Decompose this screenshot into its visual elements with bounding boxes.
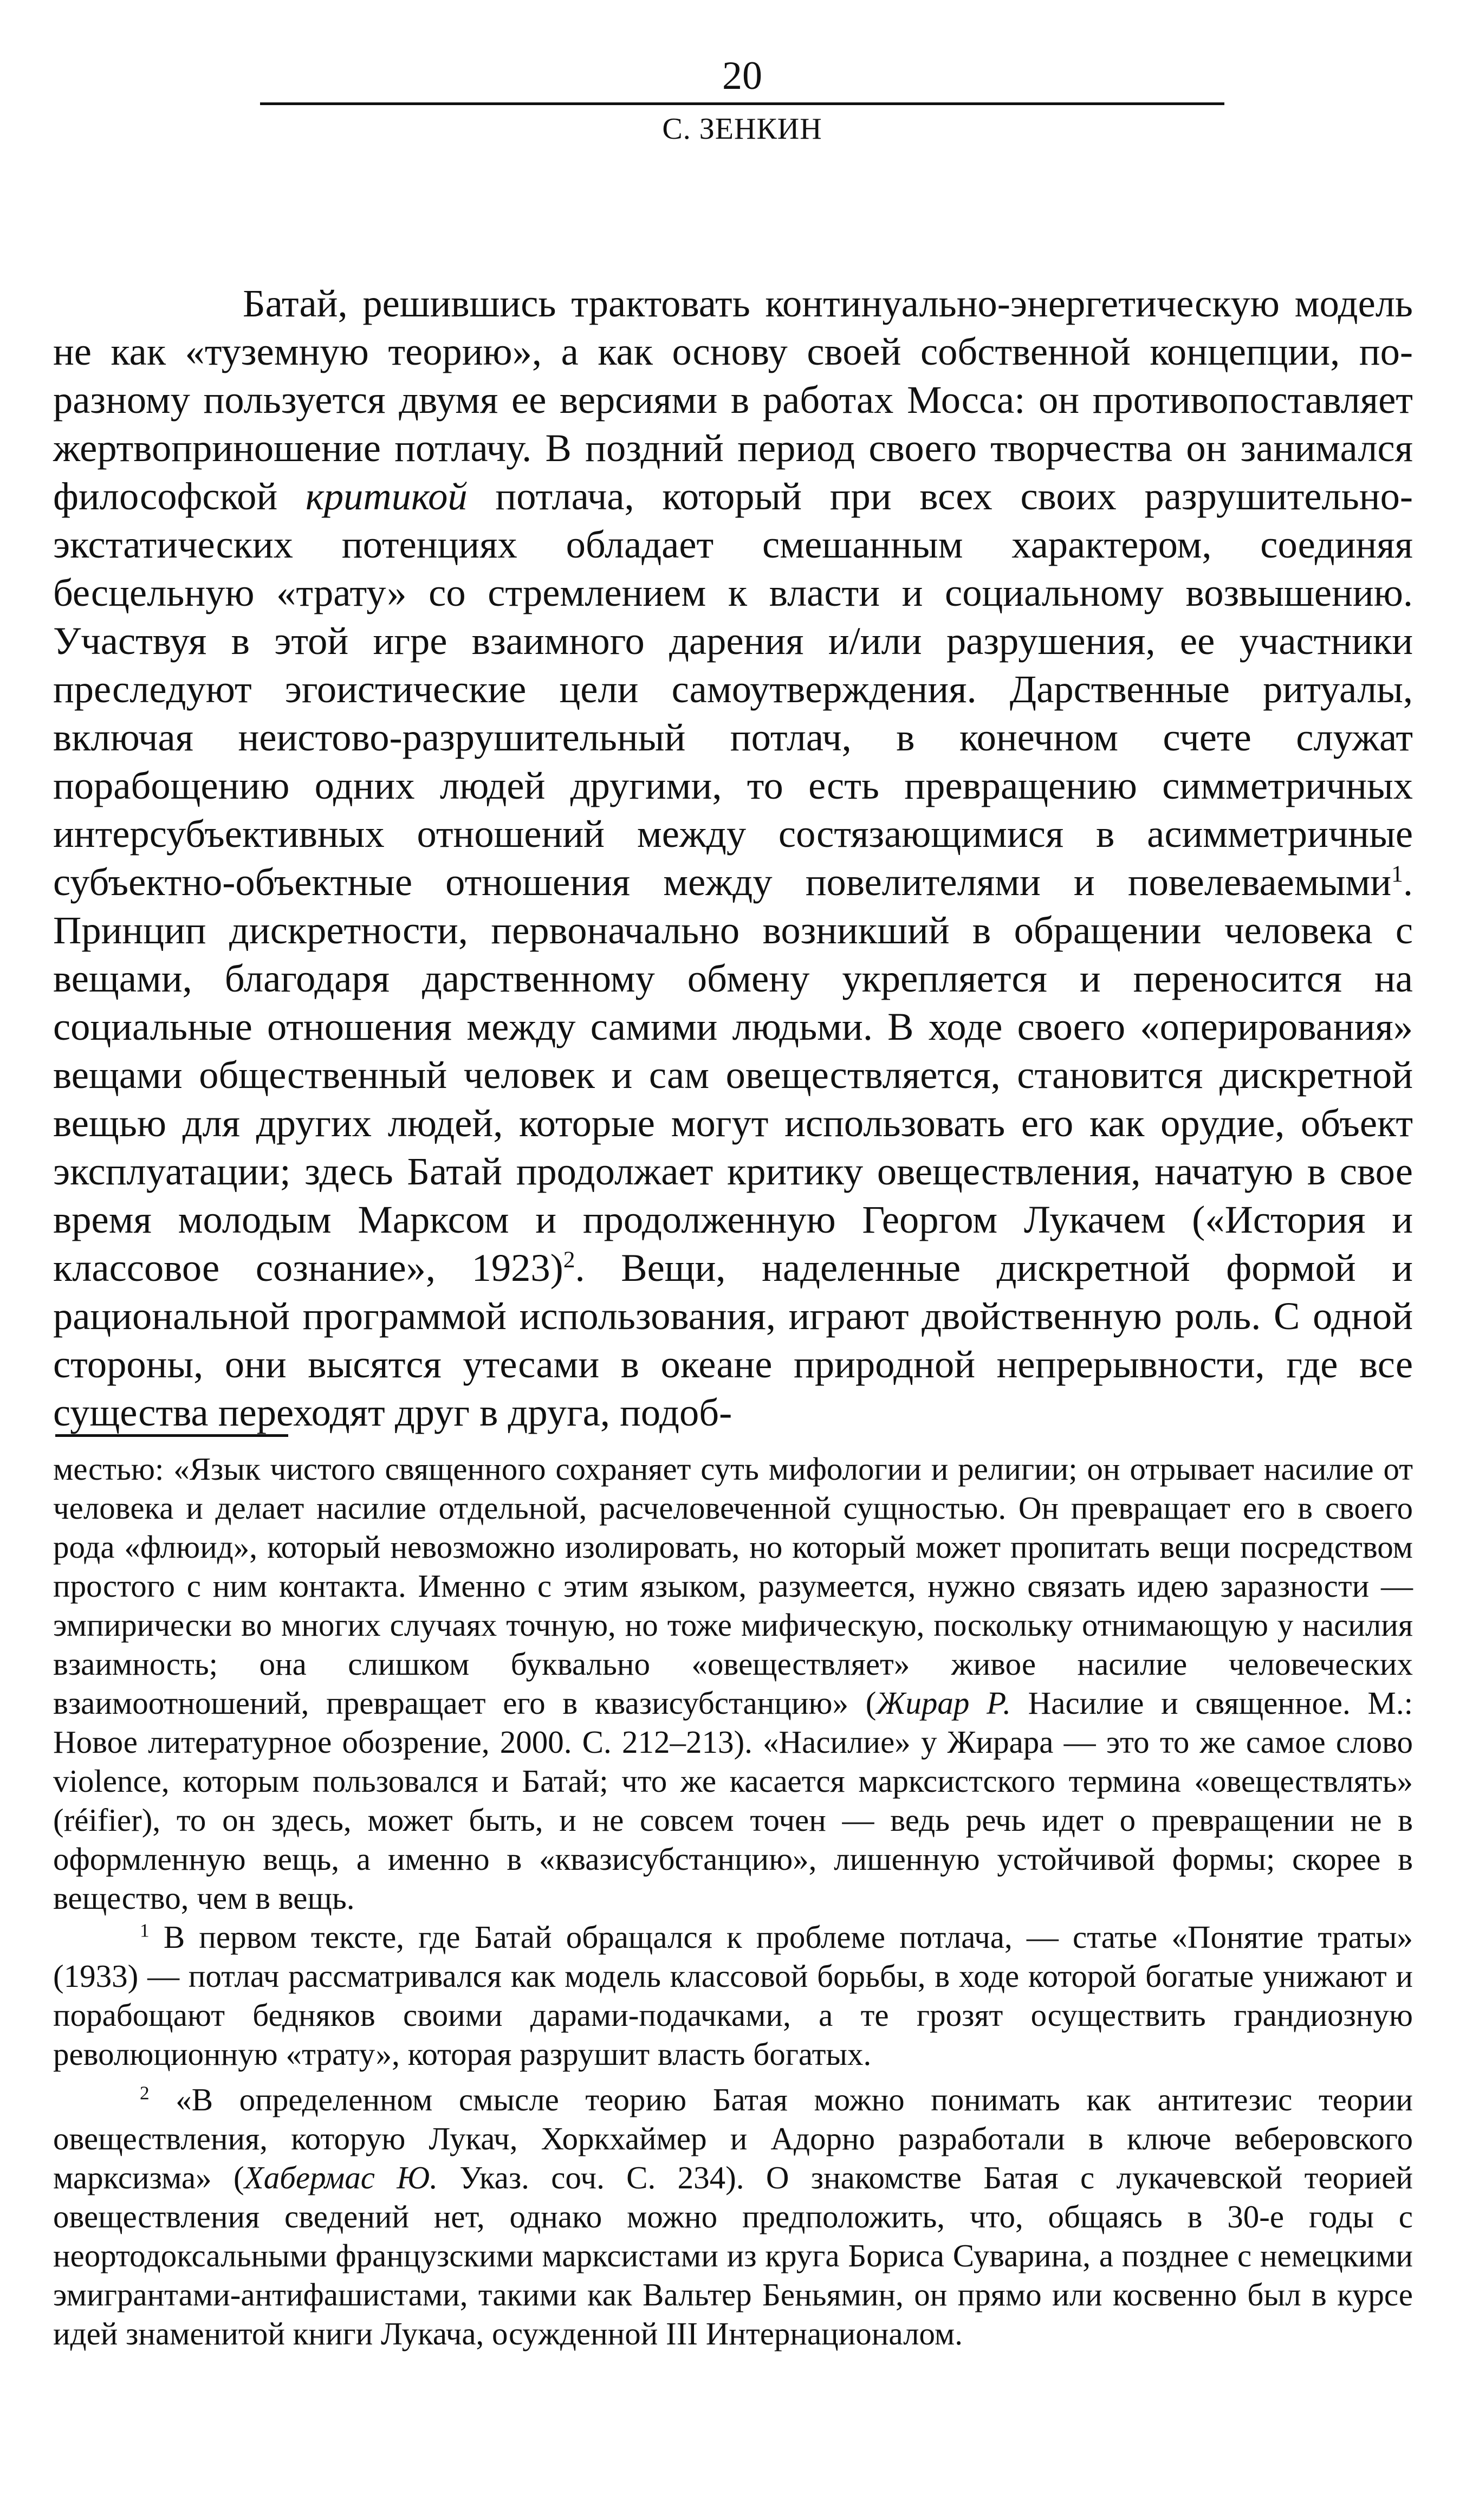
main-text-segment-3: . Принцип дискретности, первоначально возникший в обращении человека с вещами, благодаря дарственному обмену укрепляется и переносится на социальные отношения между самими людьми. В ходе своего «оперирования» вещами общественный человек и сам овеществляется, становится дискретной вещью для других людей, которые могут использовать его как орудие, объект эксплуатации; здесь Батай продолжает критику овеществления, начатую в свое время молодым Марксом и продолженную Георгом Лукачем («История и классовое сознание», 1923): [53, 860, 1413, 1290]
footnote-2-mark: 2: [140, 2082, 150, 2104]
footnote-1-mark: 1: [140, 1919, 150, 1941]
footnote-ref-2: 2: [563, 1246, 575, 1273]
main-text-segment-2: потлача, который при всех своих разрушительно-экстатических потенциях обладает смешанным характером, соединяя бесцельную «трату» со стремлением к власти и социальному возвышению. Участвуя в этой игре взаимного дарения и/или разрушения, ее участники преследуют эгоистические цели самоутверждения. Дарственные ритуалы, включая неистово-разрушительный потлач, в конечном счете служат порабощению одних людей другими, то есть превращению симметричных интерсубъективных отношений между состязающимися в асимметричные субъектно-объектные отношения между повелителями и повелеваемыми: [53, 474, 1413, 904]
footnote-2: [53, 2080, 1413, 2353]
main-italic-critique: критикой: [305, 474, 468, 518]
footnote-continued-text-a: местью: «Язык чистого священного сохраняет суть мифологии и религии; он отрывает насилие от человека и делает насилие отдельной, расчеловеченной сущностью. Он превращает его в своего рода «флюид», который невозможно изолировать, но который может пропитать вещи посредством простого с ним контакта. Именно с этим языком, разумеется, нужно связать идею заразности — эмпирически во многих случаях точную, но тоже мифическую, поскольку отнимающую у насилия взаимность; она слишком буквально «овеществляет» живое насилие человеческих взаимоотношений, превращает его в квазисубстанцию» (: [53, 1451, 1413, 1721]
header-rule: [260, 102, 1224, 105]
footnote-1-text: В первом тексте, где Батай обращался к проблеме потлача, — статье «Понятие траты» (1933) — потлач рассматривался как модель классовой борьбы, в ходе которой богатые унижают и порабощают бедняков своими дарами-подачками, а те грозят осуществить грандиозную революционную «трату», которая разрушит власть богатых.: [53, 1919, 1413, 2072]
footnote-continued-author: Жирар Р.: [876, 1685, 1011, 1721]
running-head-author: С. ЗЕНКИН: [662, 112, 822, 146]
main-text-segment-4: . Вещи, наделенные дискретной формой и рациональной программой использования, играют двойственную роль. С одной стороны, они высятся утесами в океане природной непрерывности, где все существа переходят друг в друга, подоб-: [53, 1246, 1413, 1434]
main-text-segment-1: Батай, решившись трактовать континуально-энергетическую модель не как «туземную теорию», а как основу своей собственной концепции, по-разному пользуется двумя ее версиями в работах Мосса: он противопоставляет жертвоприношение потлачу. В поздний период своего творчества он занимался философской: [53, 281, 1413, 518]
main-paragraph: [53, 279, 1413, 1436]
footnote-continued-text-b: Насилие и священное. М.: Новое литературное обозрение, 2000. С. 212–213). «Насилие» у Жирара — это то же самое слово violence, которым пользовался и Батай; что же касается марксистского термина «овеществлять» (réifier), то он здесь, может быть, и не совсем точен — ведь речь идет о превращении не в оформленную вещь, а именно в «квазисубстанцию», лишенную устойчивой формы; скорее в вещество, чем в вещь.: [53, 1685, 1413, 1916]
footnote-continued: [53, 1449, 1413, 1917]
footnote-ref-1: 1: [1391, 860, 1403, 887]
footnote-separator: [55, 1434, 288, 1437]
footnote-2-text-a: «В определенном смысле теорию Батая можно понимать как антитезис теории овеществления, которую Лукач, Хоркхаймер и Адорно разработали в ключе веберовского марксизма» (: [53, 2082, 1413, 2195]
page-header: [260, 51, 1224, 148]
footnotes: [53, 1449, 1413, 2353]
footnote-1: [53, 1917, 1413, 2074]
page-number: 20: [722, 54, 762, 98]
footnote-2-author: Хабермас Ю.: [244, 2160, 438, 2195]
footnote-2-text-b: Указ. соч. С. 234). О знакомстве Батая с лукачевской теорией овеществления сведений нет, однако можно предположить, что, общаясь в 30-е годы с неортодоксальными французскими марксистами из круга Бориса Суварина, а позднее с немецкими эмигрантами-антифашистами, такими как Вальтер Беньямин, он прямо или косвенно был в курсе идей знаменитой книги Лукача, осужденной III Интернационалом.: [53, 2160, 1413, 2351]
